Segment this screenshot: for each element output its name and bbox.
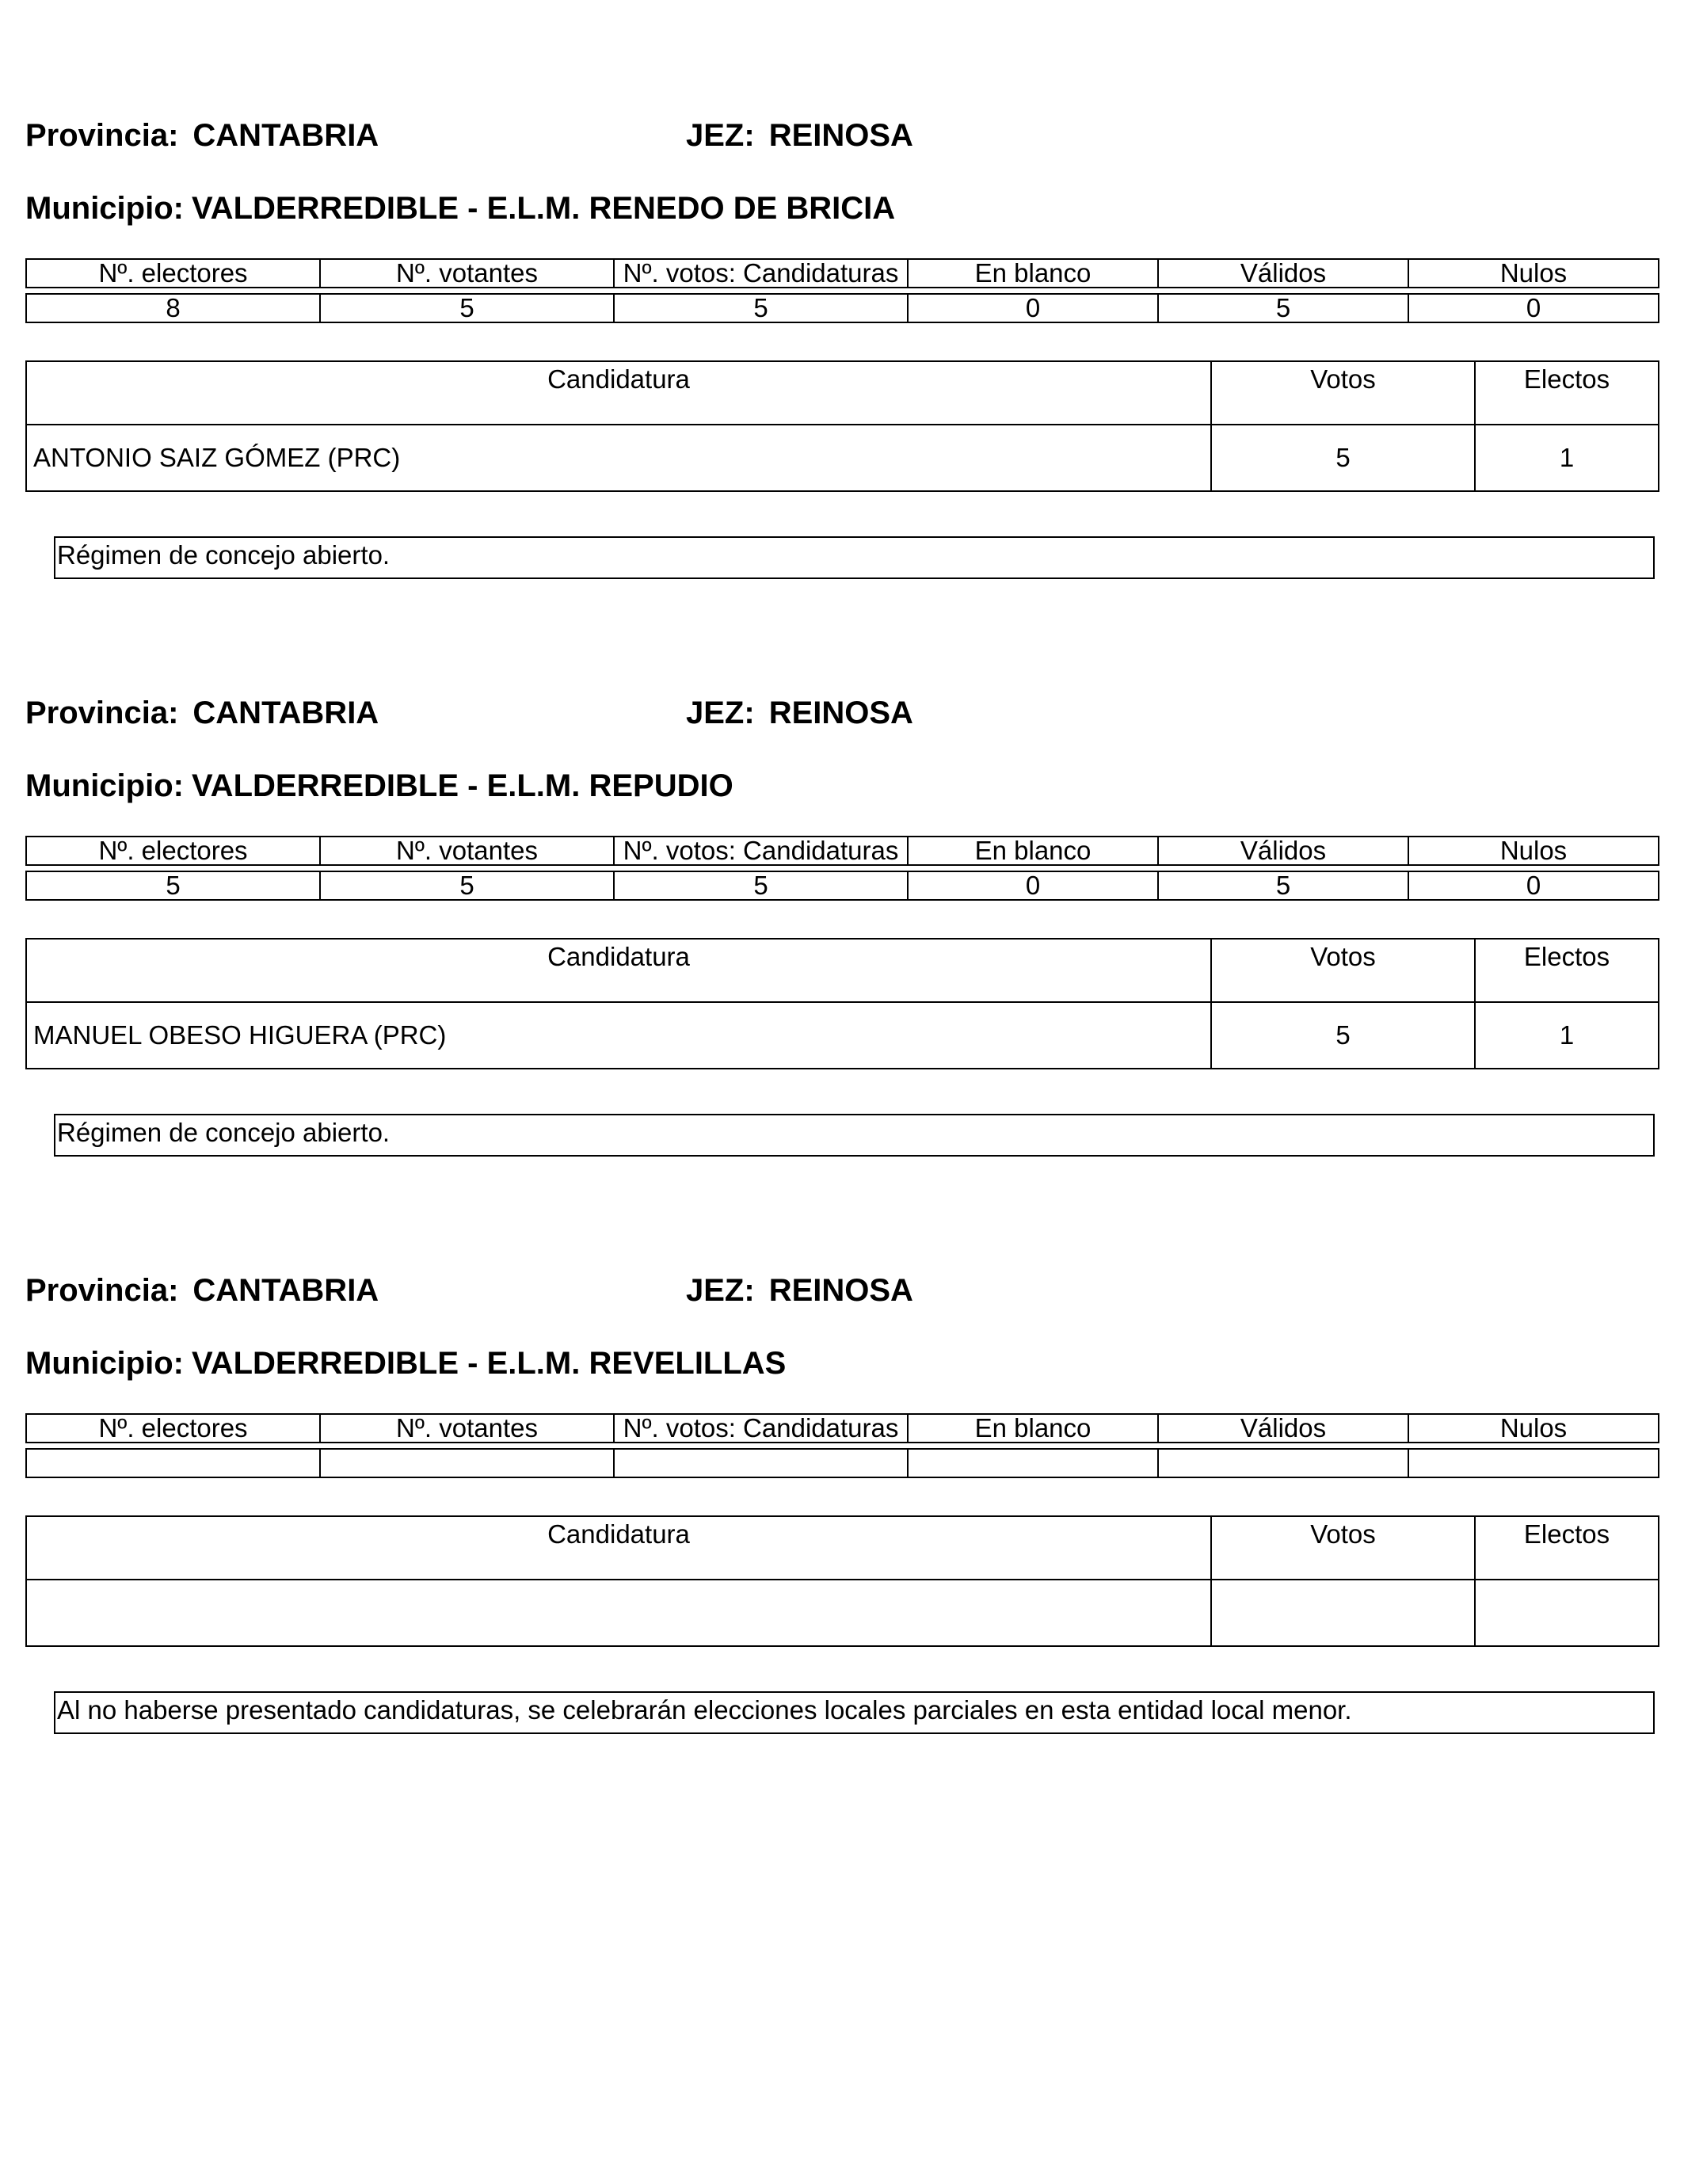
candidate-votos bbox=[1211, 1580, 1475, 1646]
stats-table bbox=[25, 258, 1659, 323]
provincia-value: CANTABRIA bbox=[192, 1273, 379, 1308]
stats-header-validos: Válidos bbox=[1158, 837, 1408, 865]
stats-header-en-blanco: En blanco bbox=[908, 837, 1158, 865]
candidate-electos: 1 bbox=[1475, 425, 1659, 491]
municipio-label: Municipio: bbox=[25, 1346, 184, 1381]
section-repudio bbox=[0, 577, 1684, 1148]
provincia-value: CANTABRIA bbox=[192, 696, 379, 730]
stats-header-nulos: Nulos bbox=[1408, 1414, 1659, 1443]
provincia-line bbox=[25, 1272, 379, 1309]
candidate-votos: 5 bbox=[1211, 425, 1475, 491]
stats-value-en-blanco: 0 bbox=[908, 871, 1158, 900]
municipio-value: VALDERREDIBLE - E.L.M. REPUDIO bbox=[191, 768, 733, 803]
candidatura-row bbox=[26, 1580, 1659, 1646]
stats-header-votantes: Nº. votantes bbox=[320, 1414, 614, 1443]
stats-value-validos: 5 bbox=[1158, 294, 1408, 322]
provincia-label: Provincia: bbox=[25, 1273, 179, 1308]
candidatura-row bbox=[26, 425, 1659, 491]
provincia-label: Provincia: bbox=[25, 118, 179, 153]
stats-table bbox=[25, 1413, 1659, 1478]
note-box: Régimen de concejo abierto. bbox=[54, 1114, 1655, 1157]
candidate-name: ANTONIO SAIZ GÓMEZ (PRC) bbox=[26, 425, 1211, 491]
stats-gap-row bbox=[26, 1443, 1659, 1449]
provincia-value: CANTABRIA bbox=[192, 118, 379, 153]
votos-header: Votos bbox=[1211, 1516, 1475, 1580]
stats-value-votantes: 5 bbox=[320, 294, 614, 322]
note-box: Al no haberse presentado candidaturas, se celebrarán elecciones locales parciales en esta entidad local menor. bbox=[54, 1691, 1655, 1734]
jez-label: JEZ: bbox=[686, 1273, 755, 1308]
votos-header: Votos bbox=[1211, 361, 1475, 425]
candidatura-header-row bbox=[26, 361, 1659, 425]
stats-header-validos: Válidos bbox=[1158, 259, 1408, 288]
jez-label: JEZ: bbox=[686, 696, 755, 730]
jez-value: REINOSA bbox=[768, 696, 913, 730]
stats-value-row bbox=[26, 871, 1659, 900]
stats-table bbox=[25, 836, 1659, 901]
stats-value-nulos: 0 bbox=[1408, 871, 1659, 900]
jez-value: REINOSA bbox=[768, 1273, 913, 1308]
candidate-name: MANUEL OBESO HIGUERA (PRC) bbox=[26, 1002, 1211, 1069]
municipio-line bbox=[25, 1345, 786, 1382]
stats-value-nulos: 0 bbox=[1408, 294, 1659, 322]
votos-header: Votos bbox=[1211, 939, 1475, 1002]
jez-line bbox=[686, 117, 913, 154]
candidate-electos bbox=[1475, 1580, 1659, 1646]
candidatura-header-row bbox=[26, 939, 1659, 1002]
stats-header-electores: Nº. electores bbox=[26, 1414, 320, 1443]
stats-header-en-blanco: En blanco bbox=[908, 1414, 1158, 1443]
note-box: Régimen de concejo abierto. bbox=[54, 536, 1655, 579]
electos-header: Electos bbox=[1475, 1516, 1659, 1580]
candidatura-header: Candidatura bbox=[26, 1516, 1211, 1580]
stats-value-nulos bbox=[1408, 1449, 1659, 1477]
stats-header-votos-candidaturas: Nº. votos: Candidaturas bbox=[614, 1414, 908, 1443]
stats-header-votantes: Nº. votantes bbox=[320, 837, 614, 865]
electos-header: Electos bbox=[1475, 361, 1659, 425]
stats-header-nulos: Nulos bbox=[1408, 837, 1659, 865]
stats-value-electores bbox=[26, 1449, 320, 1477]
stats-header-electores: Nº. electores bbox=[26, 259, 320, 288]
stats-value-en-blanco bbox=[908, 1449, 1158, 1477]
provincia-line bbox=[25, 695, 379, 731]
stats-value-votos-candidaturas: 5 bbox=[614, 871, 908, 900]
jez-label: JEZ: bbox=[686, 118, 755, 153]
stats-gap-row bbox=[26, 288, 1659, 294]
stats-header-row bbox=[26, 259, 1659, 288]
stats-value-row bbox=[26, 294, 1659, 322]
candidatura-table bbox=[25, 1515, 1659, 1647]
stats-gap-row bbox=[26, 865, 1659, 871]
stats-value-votos-candidaturas: 5 bbox=[614, 294, 908, 322]
municipio-label: Municipio: bbox=[25, 768, 184, 803]
stats-value-en-blanco: 0 bbox=[908, 294, 1158, 322]
electos-header: Electos bbox=[1475, 939, 1659, 1002]
jez-line bbox=[686, 1272, 913, 1309]
section-renedo-de-bricia bbox=[0, 0, 1684, 570]
stats-value-votantes bbox=[320, 1449, 614, 1477]
candidate-name bbox=[26, 1580, 1211, 1646]
stats-header-electores: Nº. electores bbox=[26, 837, 320, 865]
municipio-value: VALDERREDIBLE - E.L.M. REVELILLAS bbox=[191, 1346, 787, 1381]
candidatura-header-row bbox=[26, 1516, 1659, 1580]
stats-header-votos-candidaturas: Nº. votos: Candidaturas bbox=[614, 259, 908, 288]
candidatura-table bbox=[25, 360, 1659, 492]
municipio-line bbox=[25, 190, 895, 227]
candidatura-row bbox=[26, 1002, 1659, 1069]
stats-value-validos bbox=[1158, 1449, 1408, 1477]
provincia-line bbox=[25, 117, 379, 154]
candidate-electos: 1 bbox=[1475, 1002, 1659, 1069]
stats-header-en-blanco: En blanco bbox=[908, 259, 1158, 288]
provincia-label: Provincia: bbox=[25, 696, 179, 730]
municipio-value: VALDERREDIBLE - E.L.M. RENEDO DE BRICIA bbox=[191, 191, 896, 226]
section-revelillas bbox=[0, 1155, 1684, 1725]
stats-value-validos: 5 bbox=[1158, 871, 1408, 900]
candidatura-header: Candidatura bbox=[26, 939, 1211, 1002]
stats-header-votos-candidaturas: Nº. votos: Candidaturas bbox=[614, 837, 908, 865]
candidatura-table bbox=[25, 938, 1659, 1069]
stats-value-row bbox=[26, 1449, 1659, 1477]
stats-value-electores: 5 bbox=[26, 871, 320, 900]
stats-value-electores: 8 bbox=[26, 294, 320, 322]
stats-header-nulos: Nulos bbox=[1408, 259, 1659, 288]
stats-value-votantes: 5 bbox=[320, 871, 614, 900]
candidatura-header: Candidatura bbox=[26, 361, 1211, 425]
stats-value-votos-candidaturas bbox=[614, 1449, 908, 1477]
candidate-votos: 5 bbox=[1211, 1002, 1475, 1069]
stats-header-row bbox=[26, 1414, 1659, 1443]
jez-line bbox=[686, 695, 913, 731]
stats-header-votantes: Nº. votantes bbox=[320, 259, 614, 288]
jez-value: REINOSA bbox=[768, 118, 913, 153]
stats-header-row bbox=[26, 837, 1659, 865]
stats-header-validos: Válidos bbox=[1158, 1414, 1408, 1443]
municipio-label: Municipio: bbox=[25, 191, 184, 226]
municipio-line bbox=[25, 768, 733, 804]
